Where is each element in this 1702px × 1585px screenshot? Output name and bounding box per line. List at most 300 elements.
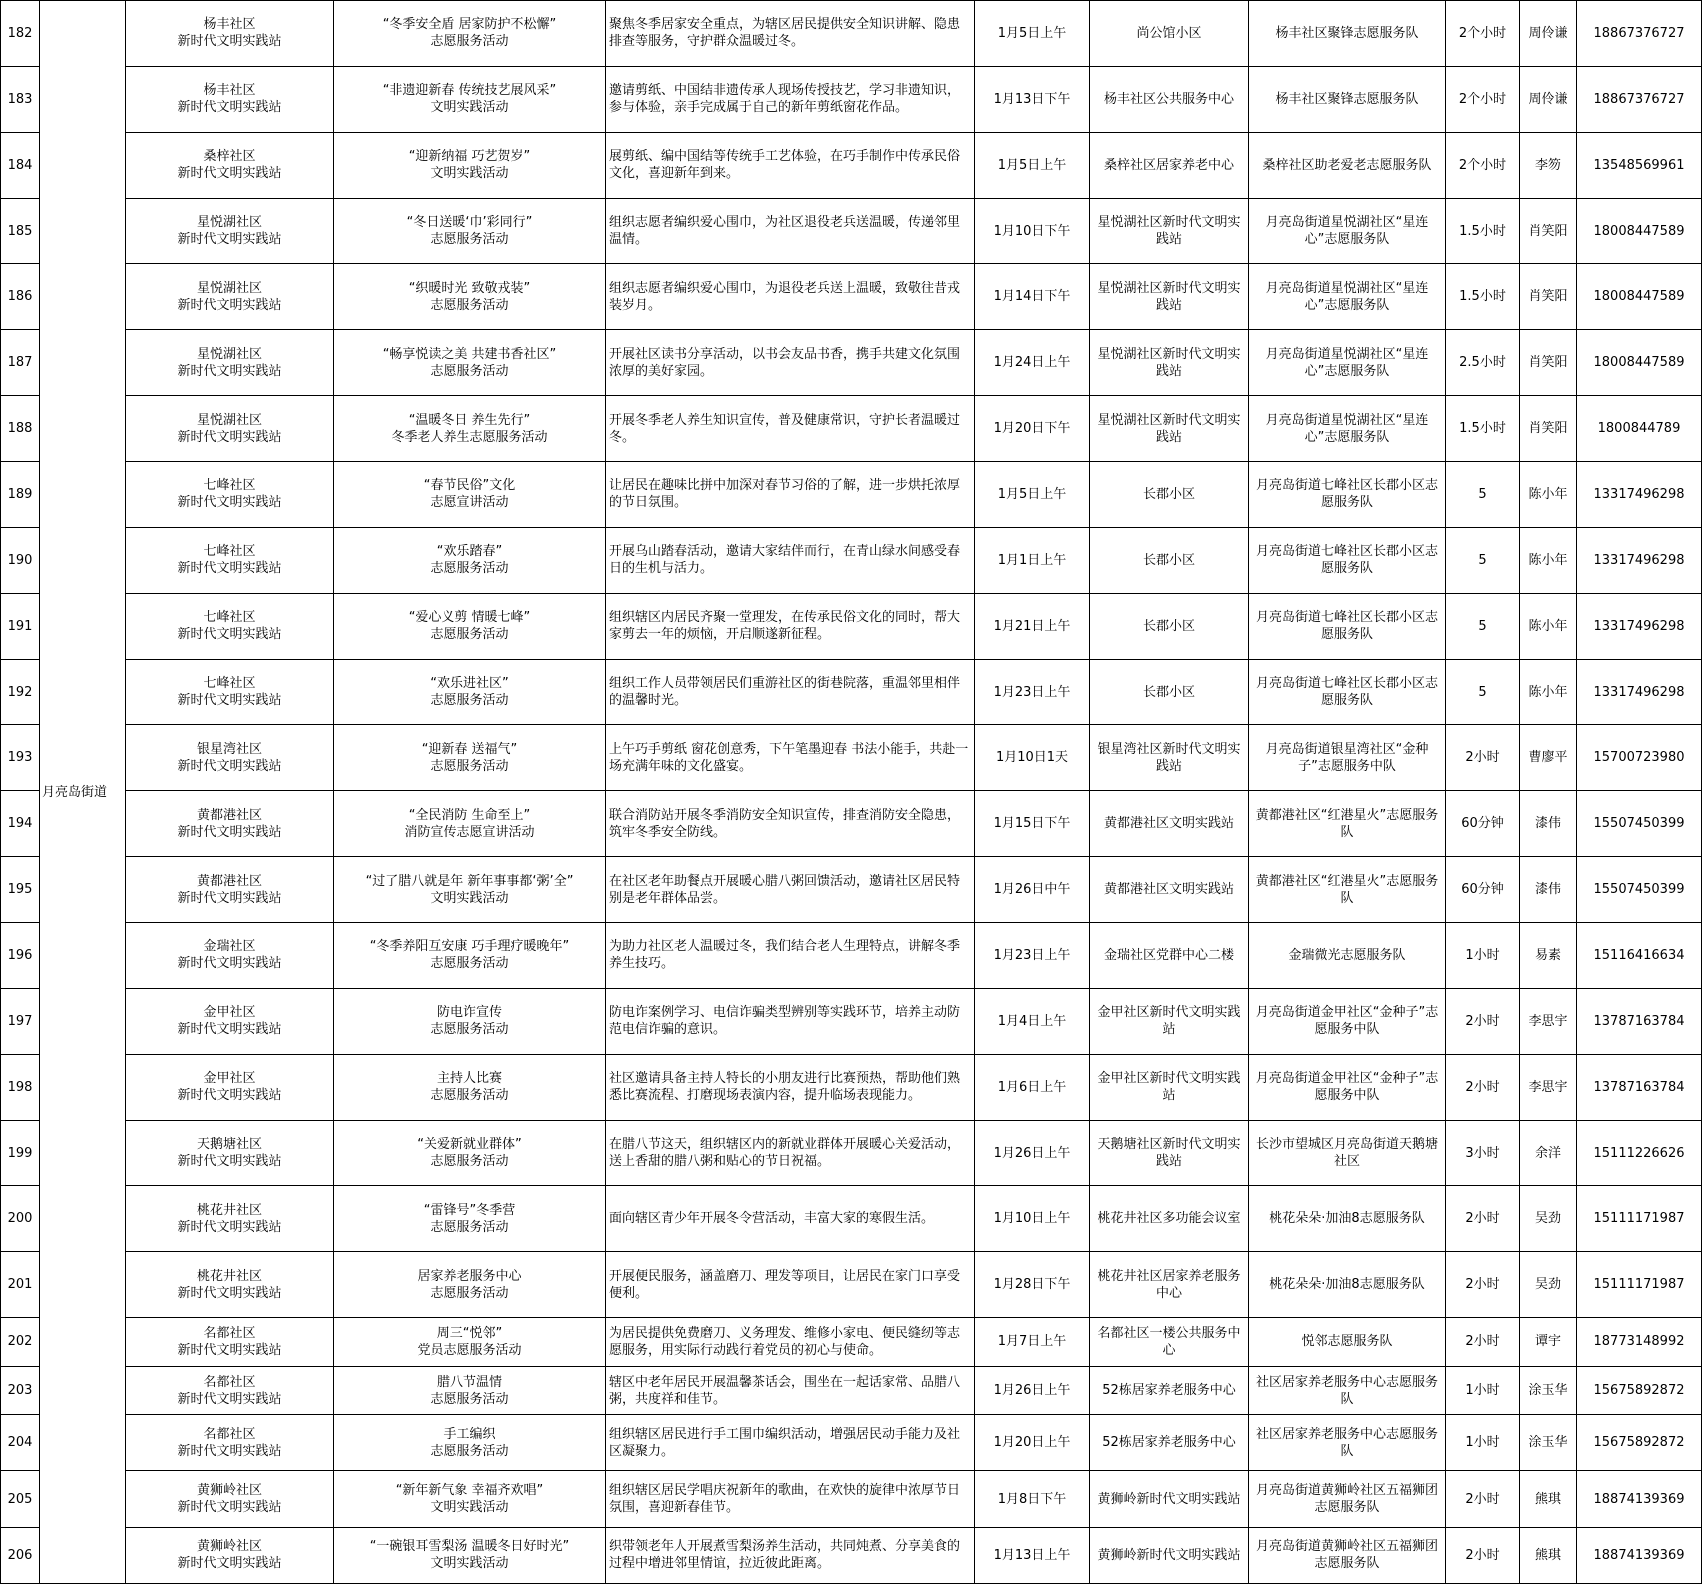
organizer-cell [126, 857, 334, 923]
activity-name-line: “温暖冬日 养生先行” [408, 412, 531, 428]
duration-cell: 2小时 [1446, 1471, 1520, 1527]
activity-name-cell [334, 66, 606, 132]
phone-number-cell: 18867376727 [1577, 1, 1702, 67]
volunteer-team-cell: 月亮岛街道黄狮岭社区五福狮团志愿服务队 [1249, 1527, 1446, 1583]
row-number-cell: 198 [1, 1054, 40, 1120]
activity-time-cell: 1月5日上午 [975, 132, 1090, 198]
duration-cell: 1.5小时 [1446, 198, 1520, 264]
activity-description-cell: 社区邀请具备主持人特长的小朋友进行比赛预热，帮助他们熟悉比赛流程、打磨现场表演内容，提升临场表现能力。 [606, 1054, 975, 1120]
volunteer-team-cell: 月亮岛街道星悦湖社区“星连心”志愿服务队 [1249, 264, 1446, 330]
phone-number-cell: 18867376727 [1577, 66, 1702, 132]
activity-time-cell: 1月26日上午 [975, 1366, 1090, 1415]
activity-time-cell: 1月1日上午 [975, 527, 1090, 593]
volunteer-team-cell: 长沙市望城区月亮岛街道天鹅塘社区 [1249, 1120, 1446, 1186]
phone-number-cell: 15675892872 [1577, 1366, 1702, 1415]
organizer-cell [126, 132, 334, 198]
organizer-line: 新时代文明实践站 [177, 100, 282, 116]
activity-time-cell: 1月23日上午 [975, 923, 1090, 989]
contact-person-cell: 李笏 [1520, 132, 1577, 198]
row-number-cell: 188 [1, 396, 40, 462]
activity-location-cell: 黄狮岭新时代文明实践站 [1090, 1527, 1249, 1583]
duration-cell: 1.5小时 [1446, 396, 1520, 462]
activity-location-cell: 杨丰社区公共服务中心 [1090, 66, 1249, 132]
organizer-line: 七峰社区 [203, 544, 256, 560]
activity-name-line: 主持人比赛 [436, 1071, 502, 1087]
activity-name-cell [334, 462, 606, 528]
phone-number-cell: 13787163784 [1577, 1054, 1702, 1120]
phone-number-cell: 15111171987 [1577, 1186, 1702, 1252]
row-number-cell: 185 [1, 198, 40, 264]
activity-name-cell [334, 1366, 606, 1415]
activity-time-cell: 1月26日上午 [975, 1120, 1090, 1186]
activity-description-cell: 开展冬季老人养生知识宣传，普及健康常识，守护长者温暖过冬。 [606, 396, 975, 462]
activity-time-cell: 1月5日上午 [975, 462, 1090, 528]
activity-name-line: “非遗迎新春 传统技艺展风采” [382, 83, 557, 99]
organizer-cell [126, 1, 334, 67]
phone-number-cell: 13317496298 [1577, 659, 1702, 725]
activity-name-line: 志愿服务活动 [430, 34, 509, 50]
phone-number-cell: 13548569961 [1577, 132, 1702, 198]
contact-person-cell: 熊琪 [1520, 1471, 1577, 1527]
organizer-cell [126, 330, 334, 396]
activity-name-line: “爱心义剪 情暖七峰” [408, 610, 531, 626]
row-number-cell: 204 [1, 1415, 40, 1471]
volunteer-team-cell: 社区居家养老服务中心志愿服务队 [1249, 1415, 1446, 1471]
activity-description-cell: 让居民在趣味比拼中加深对春节习俗的了解，进一步烘托浓厚的节日氛围。 [606, 462, 975, 528]
organizer-line: 星悦湖社区 [196, 412, 262, 428]
activity-name-line: 志愿服务活动 [430, 1443, 509, 1459]
phone-number-cell: 18773148992 [1577, 1318, 1702, 1367]
table-row [1, 1318, 1702, 1367]
activity-name-line: “冬季安全盾 居家防护不松懈” [382, 17, 557, 33]
contact-person-cell: 肖笑阳 [1520, 264, 1577, 330]
contact-person-cell: 漆伟 [1520, 857, 1577, 923]
activity-location-cell: 星悦湖社区新时代文明实践站 [1090, 396, 1249, 462]
row-number-cell: 197 [1, 988, 40, 1054]
activity-location-cell: 桃花井社区居家养老服务中心 [1090, 1252, 1249, 1318]
activity-name-line: 志愿服务活动 [430, 1219, 509, 1235]
activity-time-cell: 1月7日上午 [975, 1318, 1090, 1367]
activity-name-cell [334, 857, 606, 923]
organizer-line: 桑梓社区 [203, 149, 256, 165]
activity-location-cell: 黄狮岭新时代文明实践站 [1090, 1471, 1249, 1527]
table-row [1, 1527, 1702, 1583]
organizer-line: 新时代文明实践站 [177, 1556, 282, 1572]
contact-person-cell: 吴劲 [1520, 1252, 1577, 1318]
phone-number-cell: 13317496298 [1577, 462, 1702, 528]
activity-name-line: “春节民俗”文化 [423, 478, 516, 494]
phone-number-cell: 18008447589 [1577, 198, 1702, 264]
phone-number-cell: 13317496298 [1577, 593, 1702, 659]
duration-cell: 2小时 [1446, 1054, 1520, 1120]
phone-number-cell: 15675892872 [1577, 1415, 1702, 1471]
activity-name-line: “畅享悦读之美 共建书香社区” [382, 346, 557, 362]
activity-description-cell: 展剪纸、编中国结等传统手工艺体验，在巧手制作中传承民俗文化，喜迎新年到来。 [606, 132, 975, 198]
activity-name-cell [334, 791, 606, 857]
row-number-cell: 184 [1, 132, 40, 198]
activity-time-cell: 1月13日上午 [975, 1527, 1090, 1583]
organizer-line: 新时代文明实践站 [177, 1500, 282, 1516]
organizer-line: 新时代文明实践站 [177, 824, 282, 840]
row-number-cell: 194 [1, 791, 40, 857]
table-row [1, 725, 1702, 791]
organizer-line: 杨丰社区 [203, 83, 256, 99]
duration-cell: 5 [1446, 527, 1520, 593]
organizer-cell [126, 1186, 334, 1252]
organizer-line: 星悦湖社区 [196, 346, 262, 362]
contact-person-cell: 陈小年 [1520, 659, 1577, 725]
activity-name-line: “冬季养阳互安康 巧手理疗暖晚年” [369, 939, 570, 955]
organizer-cell [126, 1366, 334, 1415]
table-row [1, 1120, 1702, 1186]
organizer-cell [126, 923, 334, 989]
duration-cell: 1.5小时 [1446, 264, 1520, 330]
activity-name-line: 志愿服务活动 [430, 758, 509, 774]
volunteer-team-cell: 月亮岛街道黄狮岭社区五福狮团志愿服务队 [1249, 1471, 1446, 1527]
activity-name-cell [334, 198, 606, 264]
organizer-line: 黄都港社区 [196, 873, 262, 889]
activity-location-cell: 星悦湖社区新时代文明实践站 [1090, 264, 1249, 330]
activity-name-line: 腊八节温情 [436, 1374, 502, 1390]
contact-person-cell: 周伶谦 [1520, 1, 1577, 67]
activity-location-cell: 银星湾社区新时代文明实践站 [1090, 725, 1249, 791]
organizer-line: 金甲社区 [203, 1071, 256, 1087]
organizer-cell [126, 396, 334, 462]
activity-name-line: 文明实践活动 [430, 1556, 509, 1572]
activity-time-cell: 1月23日上午 [975, 659, 1090, 725]
table-row [1, 857, 1702, 923]
organizer-cell [126, 198, 334, 264]
row-number-cell: 206 [1, 1527, 40, 1583]
organizer-line: 新时代文明实践站 [177, 34, 282, 50]
activity-description-cell: 面向辖区青少年开展冬令营活动，丰富大家的寒假生活。 [606, 1186, 975, 1252]
table-row [1, 791, 1702, 857]
row-number-cell: 205 [1, 1471, 40, 1527]
phone-number-cell: 15507450399 [1577, 857, 1702, 923]
activity-name-cell [334, 1120, 606, 1186]
duration-cell: 3小时 [1446, 1120, 1520, 1186]
row-number-cell: 195 [1, 857, 40, 923]
organizer-line: 新时代文明实践站 [177, 693, 282, 709]
contact-person-cell: 熊琪 [1520, 1527, 1577, 1583]
activity-location-cell: 长郡小区 [1090, 659, 1249, 725]
phone-number-cell: 18874139369 [1577, 1471, 1702, 1527]
activity-location-cell: 星悦湖社区新时代文明实践站 [1090, 330, 1249, 396]
activity-name-cell [334, 1054, 606, 1120]
activity-name-cell [334, 1252, 606, 1318]
activity-location-cell: 名都社区一楼公共服务中心 [1090, 1318, 1249, 1367]
activity-description-cell: 开展社区读书分享活动，以书会友品书香，携手共建文化氛围浓厚的美好家园。 [606, 330, 975, 396]
activity-name-cell [334, 1527, 606, 1583]
activity-name-cell [334, 988, 606, 1054]
activity-name-cell [334, 923, 606, 989]
organizer-line: 银星湾社区 [196, 741, 262, 757]
table-row [1, 330, 1702, 396]
organizer-line: 新时代文明实践站 [177, 627, 282, 643]
organizer-line: 新时代文明实践站 [177, 1022, 282, 1038]
contact-person-cell: 曹廖平 [1520, 725, 1577, 791]
activity-location-cell: 金甲社区新时代文明实践站 [1090, 1054, 1249, 1120]
volunteer-team-cell: 月亮岛街道七峰社区长郡小区志愿服务队 [1249, 527, 1446, 593]
duration-cell: 1小时 [1446, 923, 1520, 989]
phone-number-cell: 18008447589 [1577, 264, 1702, 330]
organizer-line: 新时代文明实践站 [177, 758, 282, 774]
row-number-cell: 191 [1, 593, 40, 659]
activity-location-cell: 金瑞社区党群中心二楼 [1090, 923, 1249, 989]
organizer-line: 金甲社区 [203, 1005, 256, 1021]
activity-name-cell [334, 132, 606, 198]
activity-description-cell: 组织辖区居民进行手工围巾编织活动，增强居民动手能力及社区凝聚力。 [606, 1415, 975, 1471]
activity-name-line: 文明实践活动 [430, 166, 509, 182]
activity-name-cell [334, 396, 606, 462]
row-number-cell: 186 [1, 264, 40, 330]
activity-name-line: “全民消防 生命至上” [408, 807, 531, 823]
activity-name-line: “欢乐踏春” [436, 544, 503, 560]
duration-cell: 1小时 [1446, 1366, 1520, 1415]
volunteer-team-cell: 月亮岛街道金甲社区“金种子”志愿服务中队 [1249, 988, 1446, 1054]
organizer-line: 新时代文明实践站 [177, 495, 282, 511]
activity-description-cell: 组织志愿者编织爱心围巾，为退役老兵送上温暖，致敬往昔戎装岁月。 [606, 264, 975, 330]
volunteer-team-cell: 月亮岛街道七峰社区长郡小区志愿服务队 [1249, 462, 1446, 528]
activity-location-cell: 黄都港社区文明实践站 [1090, 791, 1249, 857]
phone-number-cell: 13317496298 [1577, 527, 1702, 593]
organizer-line: 新时代文明实践站 [177, 363, 282, 379]
activity-description-cell: 辖区中老年居民开展温馨茶话会，围坐在一起话家常、品腊八粥，共度祥和佳节。 [606, 1366, 975, 1415]
activity-name-line: “欢乐进社区” [430, 676, 509, 692]
organizer-line: 新时代文明实践站 [177, 956, 282, 972]
activity-name-cell [334, 1415, 606, 1471]
contact-person-cell: 周伶谦 [1520, 66, 1577, 132]
organizer-line: 新时代文明实践站 [177, 1088, 282, 1104]
volunteer-team-cell: 悦邻志愿服务队 [1249, 1318, 1446, 1367]
organizer-cell [126, 791, 334, 857]
volunteer-team-cell: 月亮岛街道金甲社区“金种子”志愿服务中队 [1249, 1054, 1446, 1120]
contact-person-cell: 肖笑阳 [1520, 330, 1577, 396]
table-row [1, 396, 1702, 462]
activity-name-line: 志愿服务活动 [430, 627, 509, 643]
activity-name-line: 志愿服务活动 [430, 956, 509, 972]
organizer-line: 桃花井社区 [196, 1202, 262, 1218]
activity-description-cell: 组织辖区居民学唱庆祝新年的歌曲，在欢快的旋律中浓厚节日氛围，喜迎新春佳节。 [606, 1471, 975, 1527]
organizer-cell [126, 593, 334, 659]
organizer-line: 黄狮岭社区 [196, 1483, 262, 1499]
contact-person-cell: 陈小年 [1520, 527, 1577, 593]
phone-number-cell: 13787163784 [1577, 988, 1702, 1054]
organizer-line: 星悦湖社区 [196, 280, 262, 296]
activity-description-cell: 防电诈案例学习、电信诈骗类型辨别等实践环节，培养主动防范电信诈骗的意识。 [606, 988, 975, 1054]
organizer-line: 新时代文明实践站 [177, 1285, 282, 1301]
activity-name-line: 志愿服务活动 [430, 693, 509, 709]
volunteer-team-cell: 黄都港社区“红港星火”志愿服务队 [1249, 857, 1446, 923]
organizer-line: 黄狮岭社区 [196, 1539, 262, 1555]
duration-cell: 60分钟 [1446, 791, 1520, 857]
volunteer-team-cell: 黄都港社区“红港星火”志愿服务队 [1249, 791, 1446, 857]
volunteer-team-cell: 杨丰社区聚锋志愿服务队 [1249, 1, 1446, 67]
activity-description-cell: 上午巧手剪纸 窗花创意秀，下午笔墨迎春 书法小能手，共赴一场充满年味的文化盛宴。 [606, 725, 975, 791]
phone-number-cell: 15507450399 [1577, 791, 1702, 857]
activity-name-line: 志愿服务活动 [430, 297, 509, 313]
organizer-line: 新时代文明实践站 [177, 1154, 282, 1170]
duration-cell: 2小时 [1446, 1318, 1520, 1367]
organizer-line: 新时代文明实践站 [177, 297, 282, 313]
activity-time-cell: 1月14日下午 [975, 264, 1090, 330]
activity-name-line: 居家养老服务中心 [417, 1268, 522, 1284]
duration-cell: 5 [1446, 462, 1520, 528]
table-row [1, 659, 1702, 725]
activity-name-line: 志愿服务活动 [430, 561, 509, 577]
organizer-line: 天鹅塘社区 [196, 1137, 262, 1153]
phone-number-cell: 18874139369 [1577, 1527, 1702, 1583]
volunteer-team-cell: 金瑞微光志愿服务队 [1249, 923, 1446, 989]
organizer-line: 七峰社区 [203, 676, 256, 692]
volunteer-team-cell: 月亮岛街道银星湾社区“金种子”志愿服务中队 [1249, 725, 1446, 791]
activity-name-line: 手工编织 [443, 1426, 496, 1442]
contact-person-cell: 陈小年 [1520, 593, 1577, 659]
volunteer-team-cell: 杨丰社区聚锋志愿服务队 [1249, 66, 1446, 132]
contact-person-cell: 李思宇 [1520, 988, 1577, 1054]
activity-description-cell: 邀请剪纸、中国结非遗传承人现场传授技艺，学习非遗知识，参与体验，亲手完成属于自己的新年剪纸窗花作品。 [606, 66, 975, 132]
activity-location-cell: 金甲社区新时代文明实践站 [1090, 988, 1249, 1054]
volunteer-team-cell: 月亮岛街道星悦湖社区“星连心”志愿服务队 [1249, 396, 1446, 462]
organizer-line: 七峰社区 [203, 610, 256, 626]
activity-name-line: “织暖时光 致敬戎装” [408, 280, 531, 296]
activity-description-cell: 聚焦冬季居家安全重点，为辖区居民提供安全知识讲解、隐患排查等服务，守护群众温暖过冬。 [606, 1, 975, 67]
organizer-cell [126, 1054, 334, 1120]
table-row [1, 1366, 1702, 1415]
activity-time-cell: 1月15日下午 [975, 791, 1090, 857]
activity-name-line: 志愿服务活动 [430, 1022, 509, 1038]
activity-time-cell: 1月10日上午 [975, 1186, 1090, 1252]
activity-name-cell [334, 330, 606, 396]
duration-cell: 2个小时 [1446, 1, 1520, 67]
activity-description-cell: 织带领老年人开展煮雪梨汤养生活动，共同炖煮、分享美食的过程中增进邻里情谊，拉近彼此距离。 [606, 1527, 975, 1583]
contact-person-cell: 李思宇 [1520, 1054, 1577, 1120]
activity-description-cell: 在社区老年助餐点开展暖心腊八粥回馈活动，邀请社区居民特别是老年群体品尝。 [606, 857, 975, 923]
organizer-cell [126, 1527, 334, 1583]
activity-name-line: 党员志愿服务活动 [417, 1342, 522, 1358]
activity-location-cell: 长郡小区 [1090, 527, 1249, 593]
activity-location-cell: 长郡小区 [1090, 462, 1249, 528]
organizer-line: 新时代文明实践站 [177, 232, 282, 247]
activity-name-line: 志愿宣讲活动 [430, 495, 509, 511]
activity-time-cell: 1月20日上午 [975, 1415, 1090, 1471]
activity-time-cell: 1月4日上午 [975, 988, 1090, 1054]
duration-cell: 2小时 [1446, 1252, 1520, 1318]
duration-cell: 2小时 [1446, 1186, 1520, 1252]
activity-description-cell: 组织辖区内居民齐聚一堂理发，在传承民俗文化的同时，帮大家剪去一年的烦恼，开启顺遂新征程。 [606, 593, 975, 659]
phone-number-cell: 15111226626 [1577, 1120, 1702, 1186]
organizer-cell [126, 66, 334, 132]
organizer-line: 黄都港社区 [196, 807, 262, 823]
contact-person-cell: 漆伟 [1520, 791, 1577, 857]
organizer-line: 新时代文明实践站 [177, 890, 282, 906]
table-row [1, 1415, 1702, 1471]
phone-number-cell: 15111171987 [1577, 1252, 1702, 1318]
organizer-line: 新时代文明实践站 [177, 166, 282, 182]
activity-name-line: 文明实践活动 [430, 1500, 509, 1516]
activity-name-line: 文明实践活动 [430, 890, 509, 906]
duration-cell: 2个小时 [1446, 132, 1520, 198]
activity-description-cell: 组织志愿者编织爱心围巾，为社区退役老兵送温暖，传递邻里温情。 [606, 198, 975, 264]
activity-name-line: “一碗银耳雪梨汤 温暖冬日好时光” [369, 1539, 570, 1555]
activity-name-line: 志愿服务活动 [430, 363, 509, 379]
activity-name-line: 文明实践活动 [430, 100, 509, 116]
table-row [1, 66, 1702, 132]
activity-time-cell: 1月26日中午 [975, 857, 1090, 923]
activity-description-cell: 为居民提供免费磨刀、义务理发、维修小家电、便民缝纫等志愿服务，用实际行动践行着党员的初心与使命。 [606, 1318, 975, 1367]
organizer-cell [126, 725, 334, 791]
activity-description-cell: 在腊八节这天，组织辖区内的新就业群体开展暖心关爱活动，送上香甜的腊八粥和贴心的节日祝福。 [606, 1120, 975, 1186]
row-number-cell: 183 [1, 66, 40, 132]
row-number-cell: 187 [1, 330, 40, 396]
organizer-cell [126, 1415, 334, 1471]
organizer-line: 新时代文明实践站 [177, 429, 282, 445]
activity-name-cell [334, 1186, 606, 1252]
organizer-cell [126, 527, 334, 593]
activity-name-line: 防电诈宣传 [436, 1005, 502, 1021]
activity-time-cell: 1月10日下午 [975, 198, 1090, 264]
activity-location-cell: 52栋居家养老服务中心 [1090, 1366, 1249, 1415]
row-number-cell: 203 [1, 1366, 40, 1415]
volunteer-team-cell: 桑梓社区助老爱老志愿服务队 [1249, 132, 1446, 198]
activity-name-line: “关爱新就业群体” [417, 1137, 522, 1153]
table-row [1, 1471, 1702, 1527]
contact-person-cell: 涂玉华 [1520, 1366, 1577, 1415]
organizer-cell [126, 264, 334, 330]
activity-description-cell: 联合消防站开展冬季消防安全知识宣传，排查消防安全隐患，筑牢冬季安全防线。 [606, 791, 975, 857]
activity-description-cell: 开展便民服务，涵盖磨刀、理发等项目，让居民在家门口享受便利。 [606, 1252, 975, 1318]
organizer-line: 金瑞社区 [203, 939, 256, 955]
organizer-cell [126, 659, 334, 725]
contact-person-cell: 肖笑阳 [1520, 396, 1577, 462]
activity-time-cell: 1月21日上午 [975, 593, 1090, 659]
activity-location-cell: 星悦湖社区新时代文明实践站 [1090, 198, 1249, 264]
contact-person-cell: 易素 [1520, 923, 1577, 989]
organizer-cell [126, 1252, 334, 1318]
activity-name-cell [334, 264, 606, 330]
phone-number-cell: 18008447589 [1577, 330, 1702, 396]
table-row [1, 527, 1702, 593]
volunteer-team-cell: 月亮岛街道星悦湖社区“星连心”志愿服务队 [1249, 330, 1446, 396]
activity-time-cell: 1月6日上午 [975, 1054, 1090, 1120]
organizer-line: 新时代文明实践站 [177, 1342, 282, 1358]
table-row [1, 988, 1702, 1054]
organizer-cell [126, 1120, 334, 1186]
table-row [1, 1054, 1702, 1120]
contact-person-cell: 谭宇 [1520, 1318, 1577, 1367]
organizer-line: 名都社区 [203, 1426, 256, 1442]
contact-person-cell: 陈小年 [1520, 462, 1577, 528]
activity-name-cell [334, 527, 606, 593]
row-number-cell: 196 [1, 923, 40, 989]
table-row [1, 593, 1702, 659]
table-row [1, 1186, 1702, 1252]
activity-location-cell: 52栋居家养老服务中心 [1090, 1415, 1249, 1471]
activity-name-line: “新年新气象 幸福齐欢唱” [395, 1483, 544, 1499]
row-number-cell: 202 [1, 1318, 40, 1367]
duration-cell: 2小时 [1446, 988, 1520, 1054]
activity-name-line: “冬日送暖‘巾’彩同行” [406, 215, 533, 230]
row-number-cell: 192 [1, 659, 40, 725]
duration-cell: 5 [1446, 659, 1520, 725]
activity-name-line: 志愿服务活动 [430, 232, 509, 247]
activity-time-cell: 1月28日下午 [975, 1252, 1090, 1318]
activity-time-cell: 1月24日上午 [975, 330, 1090, 396]
activity-time-cell: 1月5日上午 [975, 1, 1090, 67]
organizer-line: 新时代文明实践站 [177, 561, 282, 577]
phone-number-cell: 15116416634 [1577, 923, 1702, 989]
activity-name-line: 志愿服务活动 [430, 1391, 509, 1407]
